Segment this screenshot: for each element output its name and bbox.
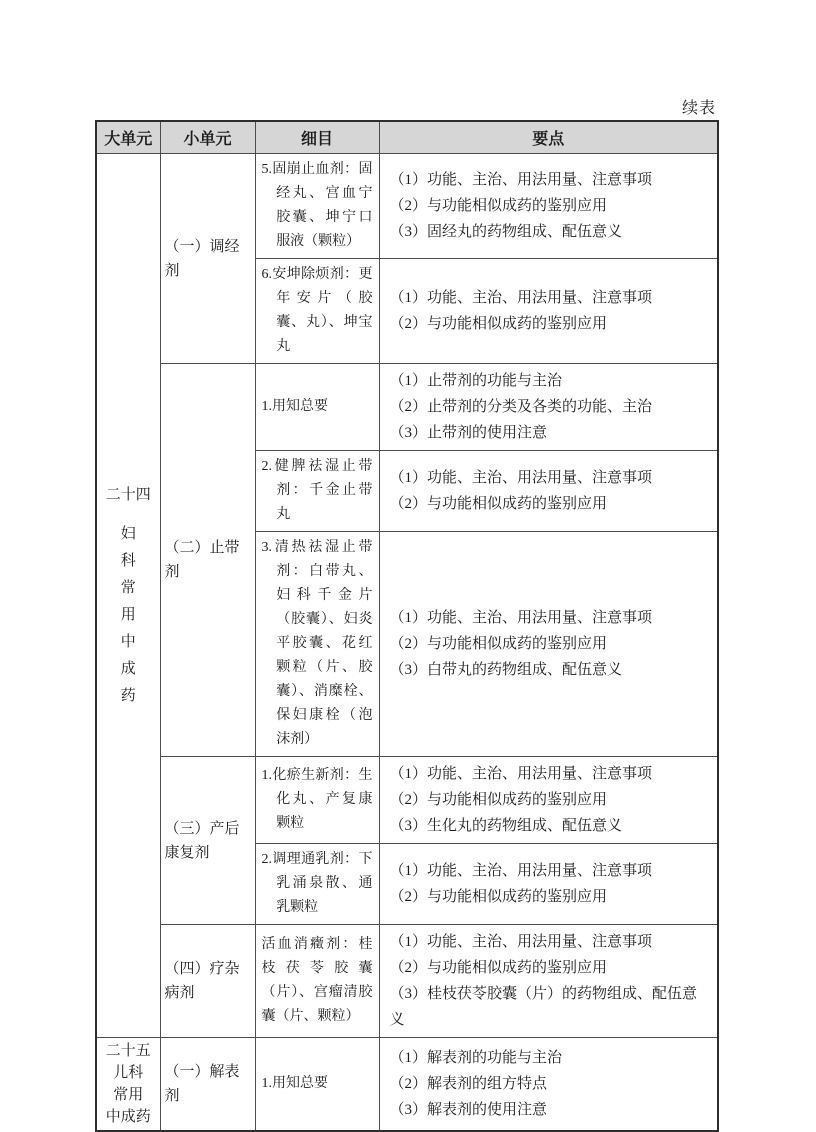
points-cell — [379, 1038, 718, 1132]
point-line: （2）与功能相似成药的鉴别应用 — [389, 316, 608, 332]
major-unit-line: 中成药 — [105, 1109, 151, 1125]
column-header-major-unit: 大单元 — [96, 121, 160, 154]
point-line: （1）解表剂的功能与主治 — [389, 1050, 563, 1066]
column-header-detail: 细目 — [255, 121, 379, 154]
point-line: （1）功能、主治、用法用量、注意事项 — [389, 863, 653, 879]
point-line: （3）固经丸的药物组成、配伍意义 — [389, 224, 623, 240]
major-unit-line: 常用 — [113, 1087, 144, 1103]
detail-text: 6.安坤除烦剂：更年安片（胶囊、丸）、坤宝丸 — [261, 267, 373, 354]
points-cell — [379, 844, 718, 925]
point-line: （2）止带剂的分类及各类的功能、主治 — [389, 399, 653, 415]
points-cell — [379, 532, 718, 757]
major-unit-cell-25 — [96, 1038, 160, 1132]
minor-unit-cell-chanhou: （三）产后康复剂 — [160, 757, 255, 925]
detail-cell — [255, 364, 379, 451]
detail-cell — [255, 451, 379, 532]
detail-text: 3.清热祛湿止带剂：白带丸、妇科千金片（胶囊）、妇炎平胶囊、花红颗粒（片、胶囊）、消糜栓、保妇康栓（泡沫剂） — [261, 540, 373, 747]
point-line: （2）与功能相似成药的鉴别应用 — [389, 889, 608, 905]
minor-unit-cell-tiaojing: （一）调经剂 — [160, 154, 255, 364]
detail-text: 2.调理通乳剂：下乳涌泉散、通乳颗粒 — [261, 852, 373, 915]
major-unit-cell-24 — [96, 154, 160, 1038]
minor-unit-cell-liaozabing: （四）疗杂病剂 — [160, 925, 255, 1038]
table-row — [96, 154, 718, 259]
major-unit-char: 科 — [120, 552, 136, 569]
table-row — [96, 757, 718, 844]
detail-cell — [255, 1038, 379, 1132]
detail-cell — [255, 259, 379, 364]
detail-cell — [255, 154, 379, 259]
point-line: （2）解表剂的组方特点 — [389, 1076, 548, 1092]
points-cell — [379, 364, 718, 451]
point-line: （1）功能、主治、用法用量、注意事项 — [389, 172, 653, 188]
major-unit-number: 二十四 — [105, 486, 151, 503]
table-row — [96, 925, 718, 1038]
table-row — [96, 364, 718, 451]
detail-text: 5.固崩止血剂：固经丸、宫血宁胶囊、坤宁口服液（颗粒） — [261, 162, 373, 249]
minor-unit-cell-jiebiao: （一）解表剂 — [160, 1038, 255, 1132]
detail-text: 2.健脾祛湿止带剂：千金止带丸 — [261, 459, 373, 522]
point-line: （2）与功能相似成药的鉴别应用 — [389, 198, 608, 214]
column-header-minor-unit: 小单元 — [160, 121, 255, 154]
point-line: （2）与功能相似成药的鉴别应用 — [389, 960, 608, 976]
point-line: （3）止带剂的使用注意 — [389, 425, 548, 441]
point-line: （3）白带丸的药物组成、配伍意义 — [389, 662, 623, 678]
points-cell — [379, 757, 718, 844]
points-cell — [379, 451, 718, 532]
point-line: （1）功能、主治、用法用量、注意事项 — [389, 290, 653, 306]
major-unit-char: 药 — [120, 687, 136, 704]
detail-cell — [255, 844, 379, 925]
major-unit-char: 用 — [120, 606, 136, 623]
point-line: （1）功能、主治、用法用量、注意事项 — [389, 610, 653, 626]
major-unit-number: 二十五 — [105, 1043, 151, 1059]
point-line: （3）生化丸的药物组成、配伍意义 — [389, 818, 623, 834]
point-line: （1）止带剂的功能与主治 — [389, 373, 563, 389]
detail-cell — [255, 532, 379, 757]
point-line: （3）解表剂的使用注意 — [389, 1102, 548, 1118]
table-row — [96, 1038, 718, 1132]
minor-unit-cell-zhidai: （二）止带剂 — [160, 364, 255, 757]
point-line: （2）与功能相似成药的鉴别应用 — [389, 792, 608, 808]
point-line: （1）功能、主治、用法用量、注意事项 — [389, 934, 653, 950]
detail-text: 活血消癥剂：桂枝茯苓胶囊（片）、宫瘤清胶囊（片、颗粒） — [261, 937, 373, 1024]
detail-cell — [255, 925, 379, 1038]
point-line: （1）功能、主治、用法用量、注意事项 — [389, 470, 653, 486]
major-unit-char: 常 — [120, 579, 136, 596]
detail-text: 1.用知总要 — [261, 399, 328, 414]
major-unit-line: 儿科 — [113, 1065, 144, 1081]
point-line: （3）桂枝茯苓胶囊（片）的药物组成、配伍意义 — [389, 986, 698, 1028]
table-header-row — [96, 121, 718, 154]
table-continued-label: 续表 — [681, 100, 716, 117]
detail-text: 1.用知总要 — [261, 1076, 328, 1091]
points-cell — [379, 925, 718, 1038]
points-cell — [379, 154, 718, 259]
column-header-key-points: 要点 — [379, 121, 718, 154]
point-line: （2）与功能相似成药的鉴别应用 — [389, 636, 608, 652]
point-line: （2）与功能相似成药的鉴别应用 — [389, 496, 608, 512]
syllabus-table — [95, 120, 719, 1132]
major-unit-char: 成 — [120, 660, 136, 677]
detail-text: 1.化瘀生新剂：生化丸、产复康颗粒 — [261, 768, 373, 831]
detail-cell — [255, 757, 379, 844]
point-line: （1）功能、主治、用法用量、注意事项 — [389, 766, 653, 782]
major-unit-char: 妇 — [120, 525, 136, 542]
points-cell — [379, 259, 718, 364]
major-unit-char: 中 — [120, 633, 136, 650]
